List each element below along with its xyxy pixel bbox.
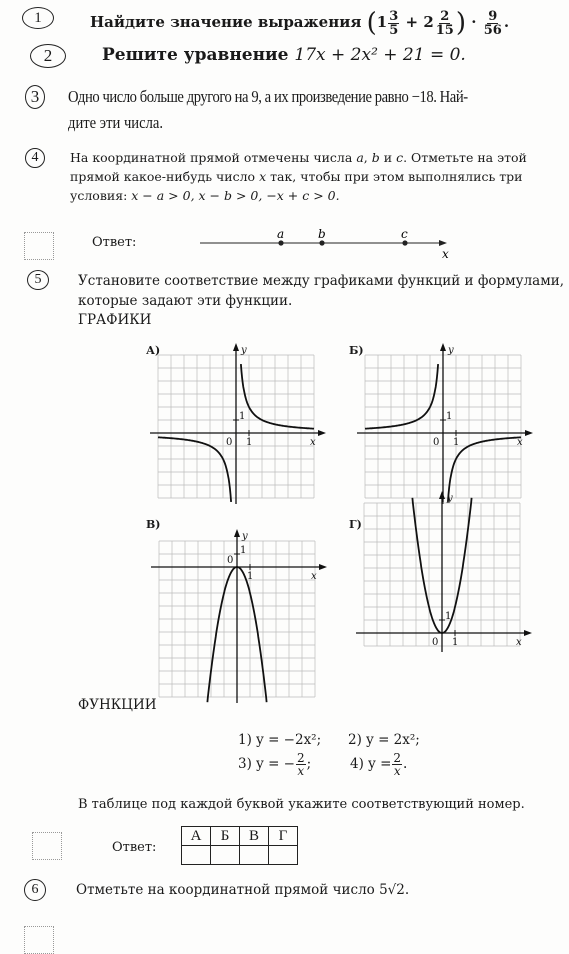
label-a: a bbox=[277, 227, 285, 241]
y-axis-label: y bbox=[241, 345, 247, 356]
task-3-line-1: Одно число больше другого на 9, а их произведение равно −18. Най- bbox=[68, 87, 468, 106]
function-3: 3) y = − $\frac{2}{x}$ ; bbox=[238, 751, 312, 778]
function-4: 4) y = $\frac{2}{x}$ . bbox=[350, 751, 408, 778]
graph-v-letter: В) bbox=[146, 518, 161, 531]
task-4-line-2: прямой какое-нибудь число x так, чтобы при этом выполнялись три bbox=[70, 169, 523, 184]
y-axis-label: y bbox=[448, 345, 454, 356]
task-4-line-1: На координатной прямой отмечены числа a, b и c. Отметьте на этой bbox=[70, 150, 527, 165]
header-b: Б bbox=[211, 827, 240, 846]
function-1: 1) y = −2x²; bbox=[238, 732, 322, 748]
header-v: В bbox=[240, 827, 269, 846]
header-a: А bbox=[182, 827, 211, 846]
task-5-answer-label: Ответ: bbox=[112, 840, 157, 855]
task-number-1: 1 bbox=[22, 7, 54, 29]
header-g: Г bbox=[269, 827, 298, 846]
graph-a-letter: А) bbox=[146, 344, 161, 357]
graph-b-letter: Б) bbox=[349, 344, 364, 357]
x-unit-label: 1 bbox=[247, 571, 254, 582]
x-axis-arrow bbox=[524, 630, 532, 636]
answer-cell-a[interactable] bbox=[182, 846, 211, 865]
x-axis-label: x bbox=[310, 437, 316, 448]
task-number-2: 2 bbox=[30, 44, 66, 68]
answer-cell-g[interactable] bbox=[269, 846, 298, 865]
origin-label: 0 bbox=[433, 437, 440, 448]
task-5-line-2: которые задают эти функции. bbox=[78, 293, 293, 309]
task-6-value: 5√2. bbox=[379, 882, 410, 898]
x-axis-label: x bbox=[516, 637, 522, 648]
origin-label: 0 bbox=[226, 437, 233, 448]
label-b: b bbox=[318, 227, 326, 241]
y-unit-label: 1 bbox=[446, 411, 453, 422]
answer-box-6[interactable] bbox=[24, 926, 54, 954]
y-unit-label: 1 bbox=[239, 411, 246, 422]
x-axis-label: x bbox=[311, 571, 317, 582]
answer-cell-v[interactable] bbox=[240, 846, 269, 865]
task-number-4: 4 bbox=[25, 148, 45, 168]
origin-label: 0 bbox=[432, 637, 439, 648]
task-5-instruction: В таблице под каждой буквой укажите соответствующий номер. bbox=[78, 797, 525, 812]
y-unit-label: 1 bbox=[445, 611, 452, 622]
task-number-3: 3 bbox=[25, 85, 45, 109]
x-axis-label: x bbox=[517, 437, 523, 448]
task-2-equation: 17x + 2x² + 21 = 0. bbox=[294, 45, 466, 65]
x-unit-label: 1 bbox=[453, 437, 460, 448]
y-axis-arrow bbox=[439, 491, 445, 499]
task-6-text: Отметьте на координатной прямой число 5√2. bbox=[76, 882, 410, 898]
task-4-line-3: условия: x − a > 0, x − b > 0, −x + c > 0. bbox=[70, 188, 340, 203]
function-2: 2) y = 2x²; bbox=[348, 732, 420, 748]
label-c: c bbox=[401, 227, 408, 241]
task-5-line-1: Установите соответствие между графиками функций и формулами, bbox=[78, 273, 565, 289]
y-axis-label: y bbox=[242, 531, 248, 542]
x-unit-label: 1 bbox=[246, 437, 253, 448]
task-3-line-2: дите эти числа. bbox=[68, 113, 164, 132]
task-number-6: 6 bbox=[24, 879, 46, 901]
graph-g-letter: Г) bbox=[349, 518, 362, 531]
answer-cell-b[interactable] bbox=[211, 846, 240, 865]
task-1-text: Найдите значение выражения (1 $\frac{3}{5}$ + 2 $\frac{2}{15}$ ) · $\frac{9}{56}$ . bbox=[90, 8, 510, 38]
y-unit-label: 1 bbox=[240, 545, 247, 556]
graphs-heading: ГРАФИКИ bbox=[78, 312, 152, 328]
task-4-answer-label: Ответ: bbox=[92, 235, 137, 250]
origin-label: 0 bbox=[227, 555, 234, 566]
functions-heading: ФУНКЦИИ bbox=[78, 697, 157, 713]
task-number-5: 5 bbox=[27, 270, 49, 290]
x-unit-label: 1 bbox=[452, 637, 459, 648]
task-2-text: Решите уравнение 17x + 2x² + 21 = 0. bbox=[102, 45, 466, 65]
label-x: x bbox=[442, 247, 449, 261]
answer-table bbox=[181, 826, 298, 865]
y-axis-label: y bbox=[447, 493, 453, 504]
answer-box-5[interactable] bbox=[32, 832, 62, 860]
